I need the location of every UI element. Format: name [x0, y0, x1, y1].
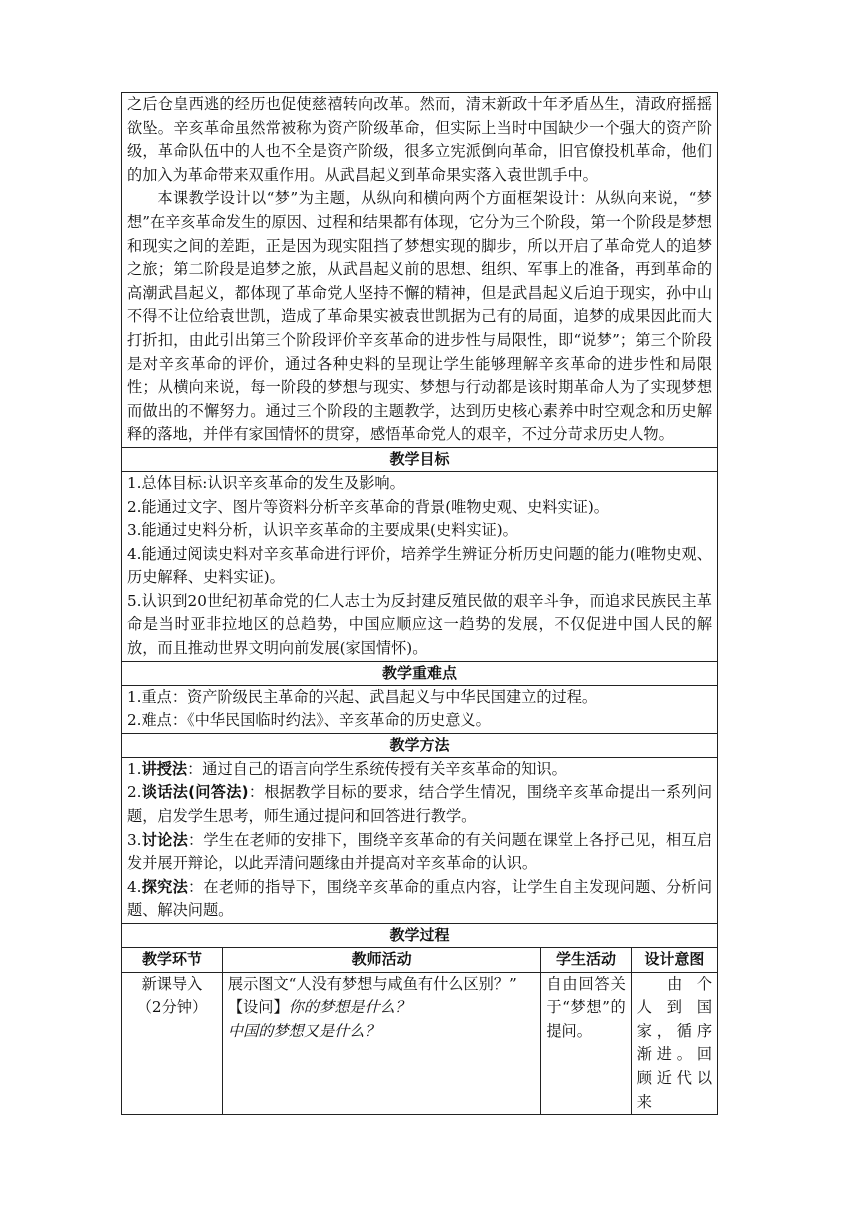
- column-header-teacher: 教师活动: [222, 948, 540, 973]
- objectives-header-row: [122, 447, 718, 471]
- methods-row: [122, 757, 718, 923]
- method-name: 谈话法(问答法): [141, 783, 249, 802]
- method-text: ：根据教学目标的要求，结合学生情况，围绕辛亥革命提出一系列问题，启发学生思考，师生通过提问和回答进行教学。: [127, 783, 713, 826]
- objective-item: 3.能通过史料分析，认识辛亥革命的主要成果(史料实证)。: [127, 521, 518, 540]
- method-text: ：通过自己的语言向学生系统传授有关辛亥革命的知识。: [187, 759, 567, 778]
- method-number: 2.: [127, 783, 142, 802]
- design-intent-text: 由个人到国家，循序渐进。回顾近代以来: [636, 974, 712, 1111]
- column-header-student: 学生活动: [541, 948, 631, 973]
- objective-item: 4.能通过阅读史料对辛亥革命进行评价，培养学生辨证分析历史问题的能力(唯物史观、历史解释、史料实证)。: [127, 544, 712, 587]
- design-intent-cell: [631, 972, 717, 1115]
- phase-time: （2分钟）: [136, 998, 208, 1017]
- column-header-phase: 教学环节: [122, 948, 223, 973]
- method-name: 讲授法: [141, 759, 188, 778]
- methods-header-row: [122, 733, 718, 757]
- keypoints-cell: [122, 685, 718, 733]
- column-header-design: 设计意图: [631, 948, 717, 973]
- intro-cell: [122, 93, 718, 448]
- objective-item: 5.认识到20世纪初革命党的仁人志士为反封建反殖民做的艰辛斗争，而追求民族民主革命是当时亚非拉地区的总趋势，中国应顺应这一趋势的发展，不仅促进中国人民的解放，而且推动世界文明向前发展(家国情怀)。: [127, 591, 712, 658]
- process-title: 教学过程: [122, 924, 718, 948]
- process-row-intro: [122, 972, 718, 1115]
- method-number: 3.: [127, 830, 142, 849]
- intro-paragraph-2: 本课教学设计以“梦”为主题，从纵向和横向两个方面框架设计：从纵向来说，“梦想”在辛亥革命发生的原因、过程和结果都有体现，它分为三个阶段，第一个阶段是梦想和现实之间的差距，正是因为现实阻挡了梦想实现的脚步，所以开启了革命党人的追梦之旅；第二阶段是追梦之旅，从武昌起义前的思想、组织、军事上的准备，再到革命的高潮武昌起义，都体现了革命党人坚持不懈的精神，但是武昌起义后迫于现实，孙中山不得不让位给袁世凯，造成了革命果实被袁世凯据为己有的局面，追梦的成果因此而大打折扣，由此引出第三个阶段评价辛亥革命的进步性与局限性，即“说梦”；第三个阶段是对辛亥革命的评价，通过各种史料的呈现让学生能够理解辛亥革命的进步性和局限性；从横向来说，每一阶段的梦想与现实、梦想与行动都是该时期革命人为了实现梦想而做出的不懈努力。通过三个阶段的主题教学，达到历史核心素养中时空观念和历史解释的落地，并伴有家国情怀的贯穿，感悟革命党人的艰辛，不过分苛求历史人物。: [127, 189, 712, 444]
- student-activity-text: 自由回答关于“梦想”的提问。: [546, 974, 626, 1040]
- method-text: ：在老师的指导下，围绕辛亥革命的重点内容，让学生自主发现问题、分析问题、解决问题。: [127, 877, 713, 920]
- phase-cell: [122, 972, 223, 1115]
- method-item: [127, 829, 712, 876]
- question-text: 中国的梦想又是什么？: [227, 1021, 380, 1040]
- question-tag: 【设问】: [227, 998, 289, 1017]
- method-item: [127, 758, 712, 782]
- method-number: 4.: [127, 877, 142, 896]
- intro-paragraph-1: 之后仓皇西逃的经历也促使慈禧转向改革。然而，清末新政十年矛盾丛生，清政府摇摇欲坠。辛亥革命虽然常被称为资产阶级革命，但实际上当时中国缺少一个强大的资产阶级，革命队伍中的人也不全是资产阶级，很多立宪派倒向革命，旧官僚投机革命，他们的加入为革命带来双重作用。从武昌起义到革命果实落入袁世凯手中。: [127, 95, 712, 184]
- question-text: 你的梦想是什么？: [288, 998, 411, 1017]
- method-text: ：学生在老师的安排下，围绕辛亥革命的有关问题在课堂上各抒己见，相互启发并展开辩论，以此弄清问题缘由并提高对辛亥革命的认识。: [127, 830, 713, 873]
- method-item: [127, 876, 712, 923]
- objectives-row: [122, 471, 718, 661]
- methods-title: 教学方法: [122, 733, 718, 757]
- keypoints-row: [122, 685, 718, 733]
- objective-item: 2.能通过文字、图片等资料分析辛亥革命的背景(唯物史观、史料实证)。: [127, 497, 609, 516]
- keypoints-title: 教学重难点: [122, 661, 718, 685]
- intro-row: [122, 93, 718, 448]
- document-page: [121, 92, 718, 1115]
- teacher-activity-text: 展示图文“人没有梦想与咸鱼有什么区别？”: [227, 974, 517, 993]
- teacher-activity-cell: [222, 972, 540, 1115]
- keypoint-item: 1.重点：资产阶级民主革命的兴起、武昌起义与中华民国建立的过程。: [127, 687, 598, 706]
- method-number: 1.: [127, 759, 142, 778]
- methods-cell: [122, 757, 718, 923]
- keypoints-header-row: [122, 661, 718, 685]
- method-item: [127, 781, 712, 828]
- objective-item: 1.总体目标:认识辛亥革命的发生及影响。: [127, 473, 405, 492]
- keypoint-item: 2.难点：《中华民国临时约法》、辛亥革命的历史意义。: [127, 711, 491, 730]
- phase-name: 新课导入: [141, 974, 203, 993]
- objectives-title: 教学目标: [122, 447, 718, 471]
- method-name: 探究法: [141, 877, 188, 896]
- lesson-plan-table: [121, 92, 718, 1115]
- teacher-question-line: [228, 996, 535, 1020]
- student-activity-cell: [541, 972, 631, 1115]
- process-column-header-row: [122, 948, 718, 973]
- objectives-cell: [122, 471, 718, 661]
- method-name: 讨论法: [141, 830, 188, 849]
- process-header-row: [122, 924, 718, 948]
